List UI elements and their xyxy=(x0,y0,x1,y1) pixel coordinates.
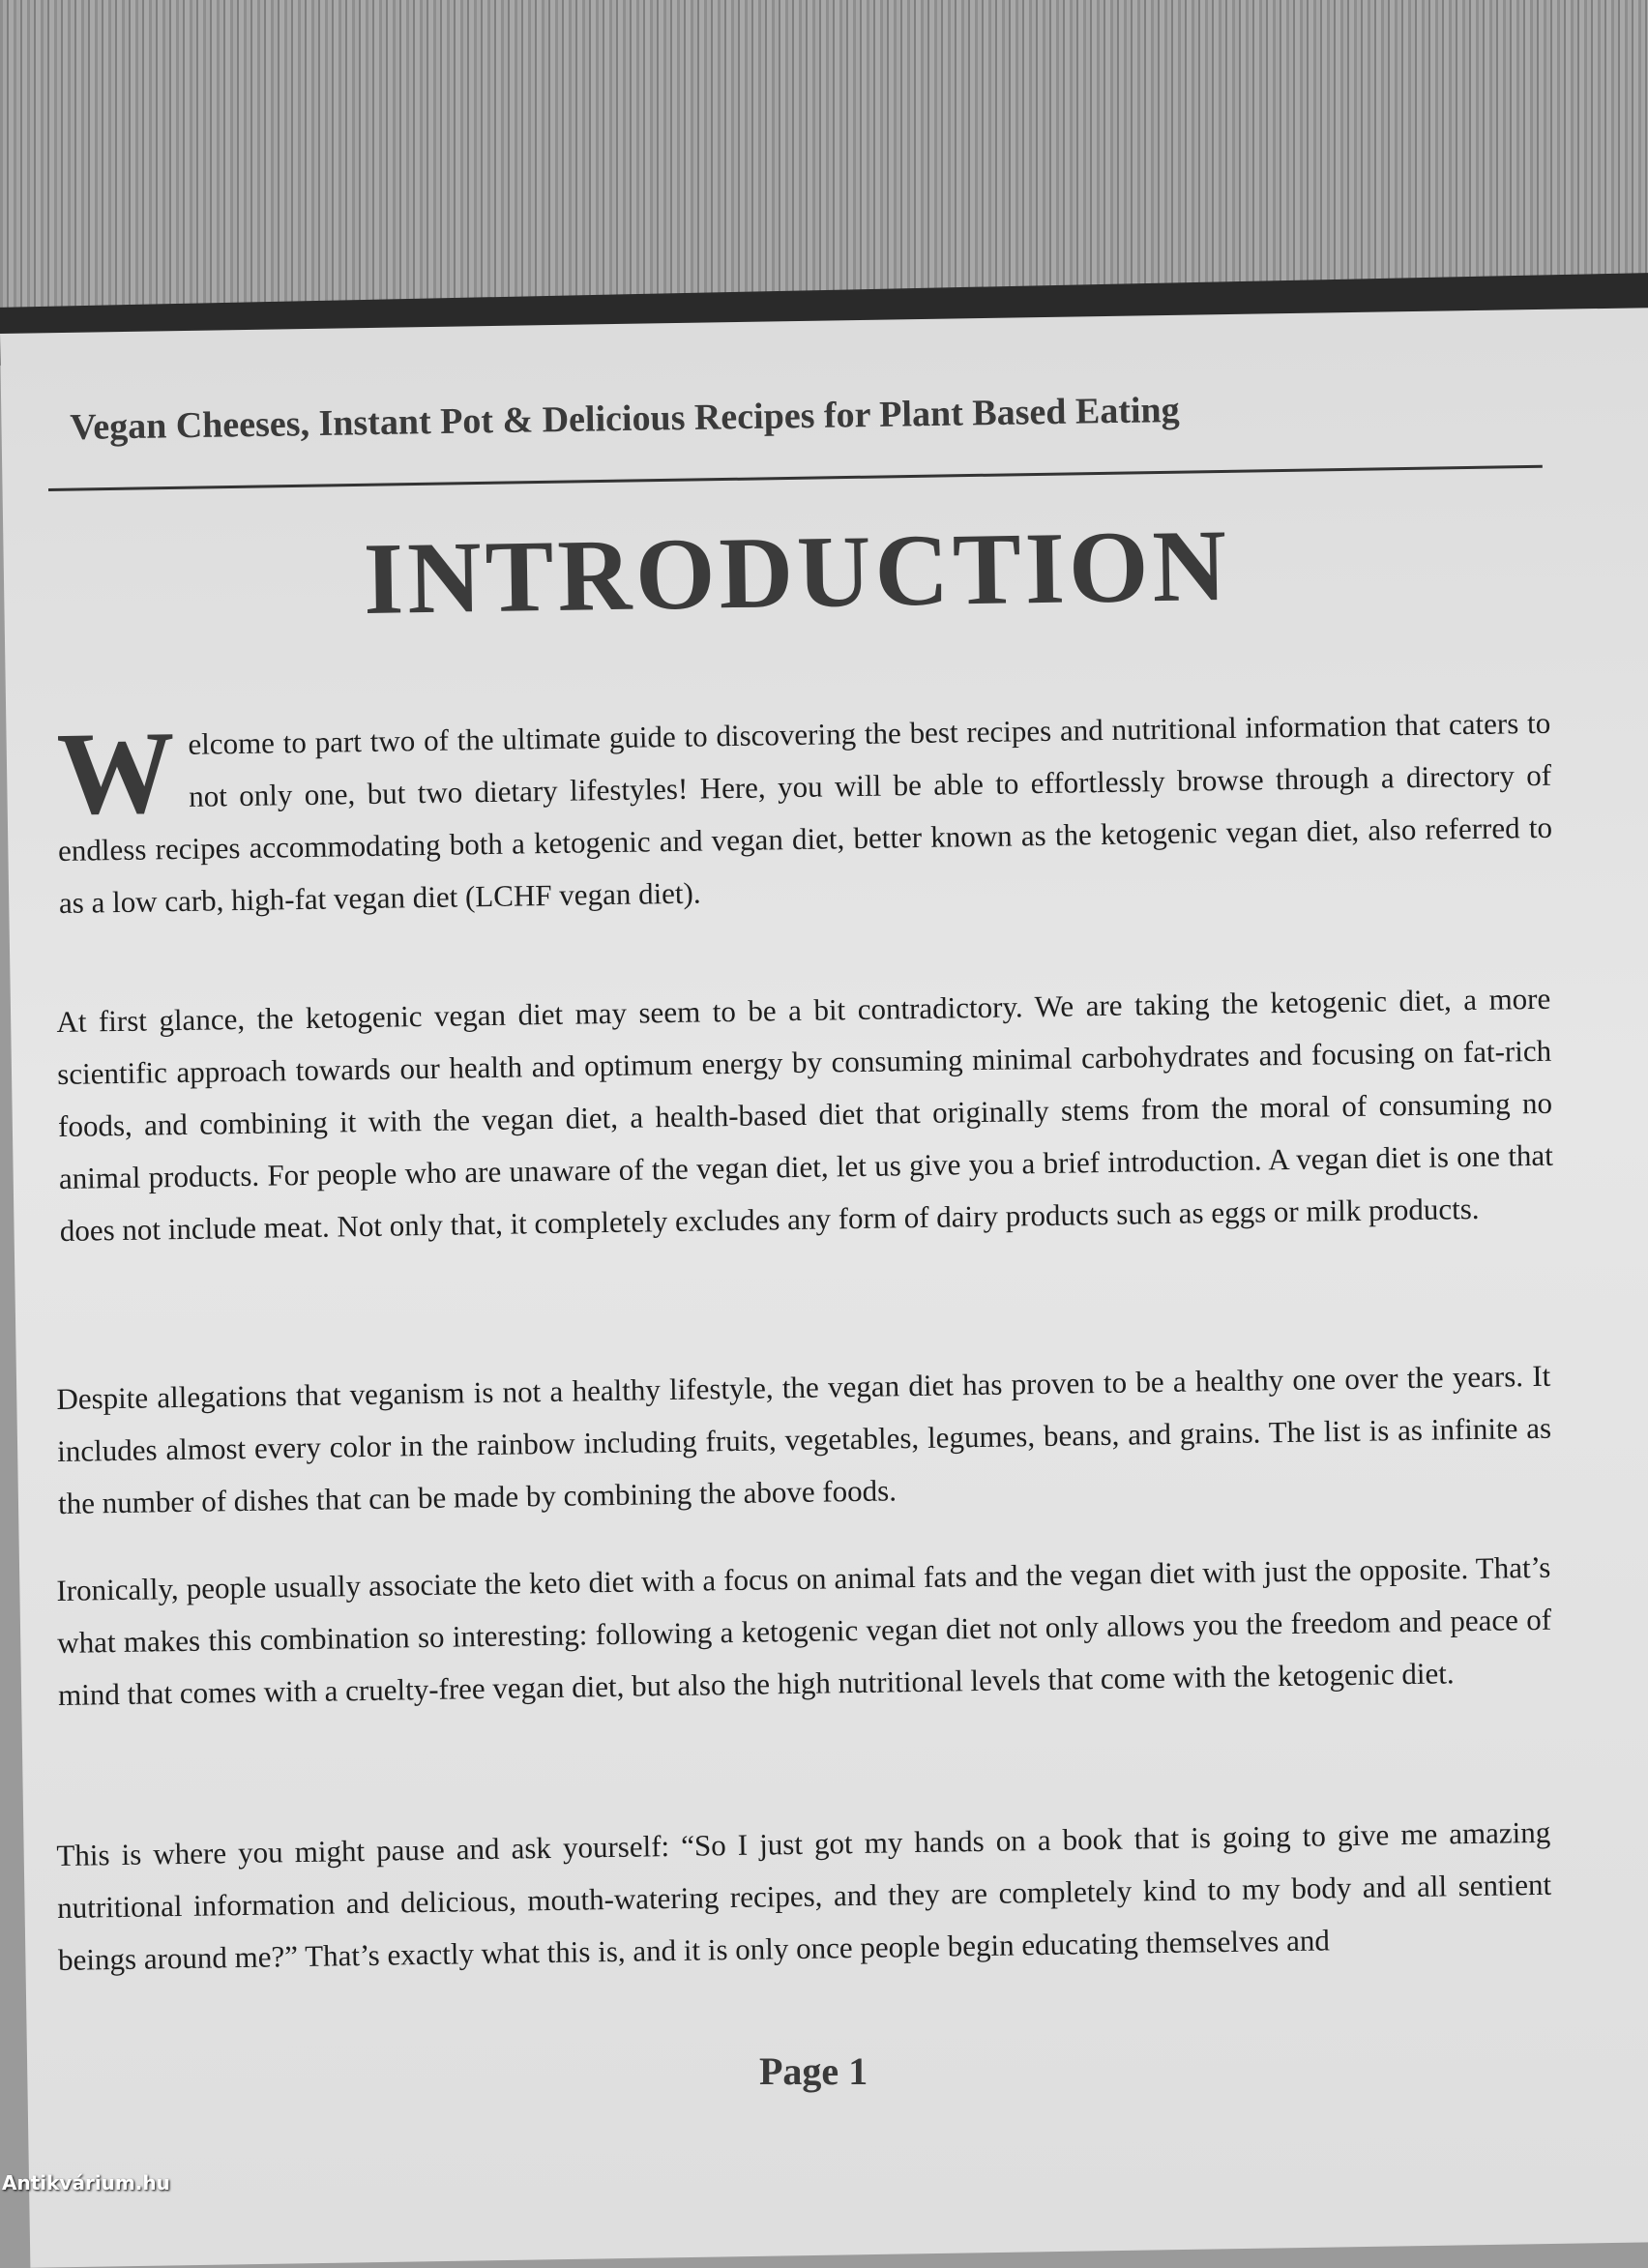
watermark: Antikvárium.hu xyxy=(2,2171,170,2194)
paragraph-4: Ironically, people usually associate the keto diet with a focus on animal fats and the vegan diet with just the opposite. That’s what makes this combination so interesting: following a ketogenic vegan diet not only allows you the freedom and peace of mind that comes with a cruelty-free vegan diet, but also the high nutritional levels that come with the ketogenic diet. xyxy=(56,1549,1552,1712)
drop-cap: W xyxy=(55,707,176,839)
running-header: Vegan Cheeses, Instant Pot & Delicious Recipes for Plant Based Eating xyxy=(70,389,1180,448)
paragraph-3: Despite allegations that veganism is not a healthy lifestyle, the vegan diet has proven to be a healthy one over the years. It includes almost every color in the rainbow including fruits, vegetables, legumes, beans, and grains. The list is as infinite as the number of dishes that can be made by combining the above foods. xyxy=(56,1358,1552,1520)
paragraph-2: At first glance, the ketogenic vegan diet may seem to be a bit contradictory. We are taking the ketogenic diet, a more scientific approach towards our health and optimum energy by consuming minimal carbohydrates and focusing on fat-rich foods, and combining it with the vegan diet, a health-based diet that originally stems from the moral of consuming no animal products. For people who are unaware of the vegan diet, let us give you a brief introduction. A vegan diet is one that does not include meat. Not only that, it completely excludes any form of dairy products such as eggs or milk products. xyxy=(56,981,1554,1248)
paragraph-5: This is where you might pause and ask yourself: “So I just got my hands on a book that is going to give me amazing nutritional information and delicious, mouth-watering recipes, and they are completely kind to my body and all sentient beings around me?” That’s exactly what this is, and it is only once people begin educating themselves and xyxy=(56,1814,1552,1977)
page-number: Page 1 xyxy=(759,2049,868,2093)
paragraph-text: elcome to part two of the ultimate guide to discovering the best recipes and nutritional information that caters to not only one, but two dietary lifestyles! Here, you will be able to effortlessly browse through a directory of endless recipes accommodating both a ketogenic and vegan diet, better known as the ketogenic vegan diet, also referred to as a low carb, high-fat vegan diet (LCHF vegan diet). xyxy=(57,705,1553,920)
paragraph-1 xyxy=(56,697,1553,929)
chapter-title: INTRODUCTION xyxy=(363,508,1231,635)
